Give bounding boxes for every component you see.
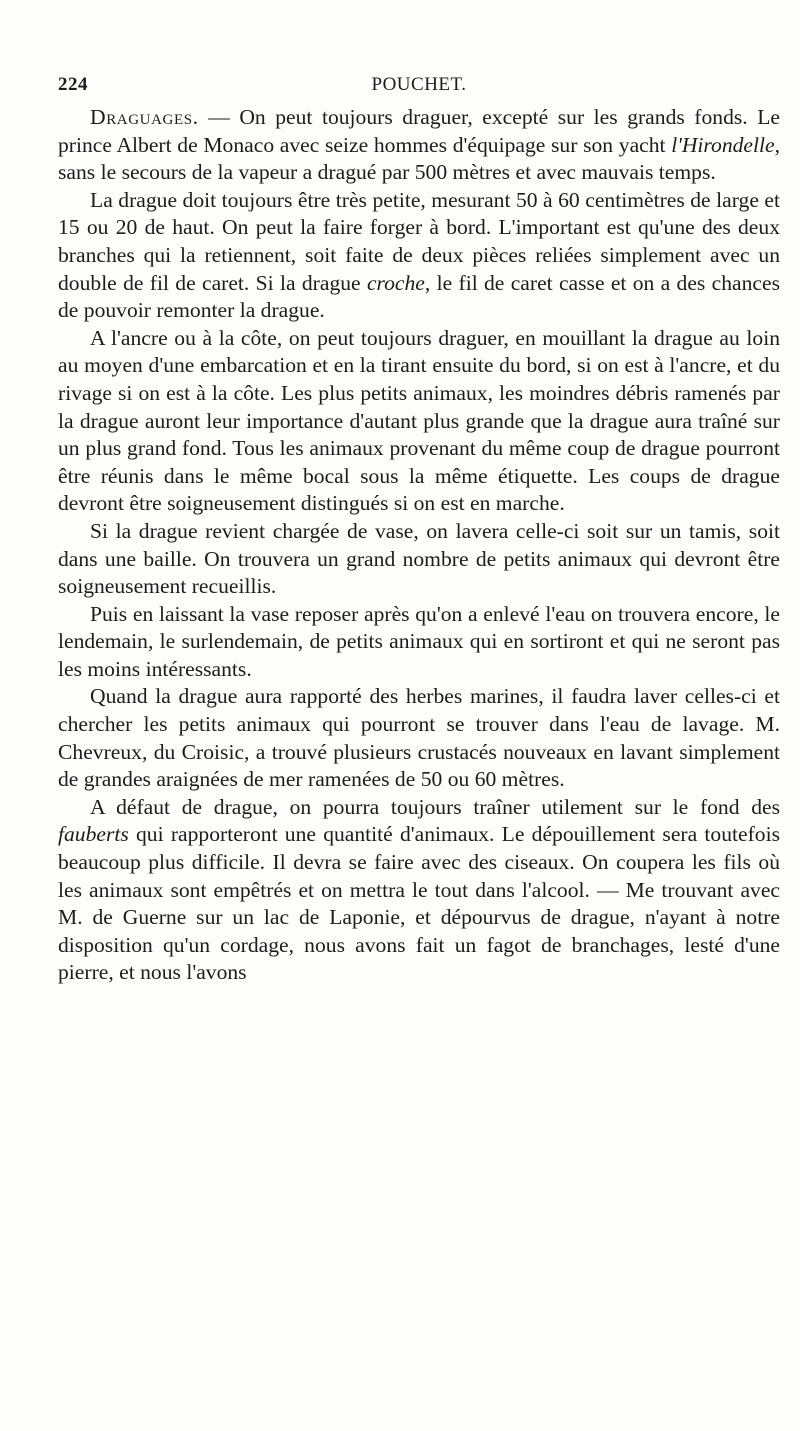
- running-head: [58, 74, 780, 98]
- text-segment: , le fil de caret casse et on a des chances de pouvoir remonter la drague.: [58, 270, 780, 323]
- body-text: [58, 104, 780, 987]
- text-segment: qui rapporteront une quantité d'animaux. Le dépouillement sera toutefois beaucoup plus difficile. Il devra se faire avec des ciseaux. On coupera les fils où les animaux sont empêtrés et on mettra le tout dans l'alcool. — Me trouvant avec M. de Guerne sur un lac de Laponie, et dépourvus de drague, n'ayant à notre disposition qu'un cordage, nous avons fait un fagot de branchages, lesté d'une pierre, et nous l'avons: [58, 822, 780, 985]
- ship-name: l'Hirondelle: [671, 132, 775, 157]
- paragraph-draguages: [58, 104, 780, 187]
- text-segment: A défaut de drague, on pourra toujours traîner utilement sur le fond des: [90, 794, 780, 819]
- italic-term: fauberts: [58, 822, 129, 847]
- text-segment: La drague doit toujours être très petite, mesurant 50 à 60 centimètres de large et 15 ou 20 de haut. On peut la faire forger à bord. L'important est qu'une des deux branches qui la retiennent, soit faite de deux pièces reliées simplement avec un double de fil de caret. Si la drague: [58, 187, 780, 295]
- running-title: POUCHET.: [371, 74, 467, 95]
- paragraph-vase: [58, 518, 780, 601]
- text-segment: — On peut toujours draguer, excepté sur les grands fonds. Le prince Albert de Monaco avec seize hommes d'équipage sur son yacht: [58, 105, 780, 157]
- page-number: 224: [58, 74, 88, 95]
- paragraph-herbes: [58, 683, 780, 793]
- paragraph-ancre: [58, 325, 780, 518]
- text-segment: Puis en laissant la vase reposer après qu'on a enlevé l'eau on trouvera encore, le lendemain, le surlendemain, de petits animaux qui en sortiront et qui ne seront pas les moins intéressants.: [58, 601, 780, 681]
- section-lead: Draguages.: [90, 105, 199, 129]
- text-segment: A l'ancre ou à la côte, on peut toujours draguer, en mouillant la drague au loin au moyen d'une embarcation et en la tirant ensuite du bord, si on est à l'ancre, et du rivage si on est à la côte. Les plus petits animaux, les moindres débris ramenés par la drague auront leur importance d'autant plus grande que la drague aura traîné sur un plus grand fond. Tous les animaux provenant du même coup de drague pourront être réunis dans le même bocal sous la même étiquette. Les coups de drague devront être soigneusement distingués si on est en marche.: [58, 325, 780, 516]
- paragraph-fauberts: [58, 794, 780, 987]
- italic-term: croche: [366, 270, 425, 295]
- text-segment: Quand la drague aura rapporté des herbes marines, il faudra laver celles-ci et chercher les petits animaux qui pourront se trouver dans l'eau de lavage. M. Chevreux, du Croisic, a trouvé plusieurs crustacés nouveaux en lavant simplement de grandes araignées de mer ramenées de 50 ou 60 mètres.: [58, 684, 780, 792]
- text-segment: Si la drague revient chargée de vase, on lavera celle-ci soit sur un tamis, soit dans une baille. On trouvera un grand nombre de petits animaux qui devront être soigneusement recueillis.: [58, 518, 780, 599]
- text-segment: , sans le secours de la vapeur a dragué par 500 mètres et avec mauvais temps.: [58, 132, 780, 185]
- paragraph-reposer: [58, 601, 780, 684]
- paragraph-drague-size: [58, 187, 780, 325]
